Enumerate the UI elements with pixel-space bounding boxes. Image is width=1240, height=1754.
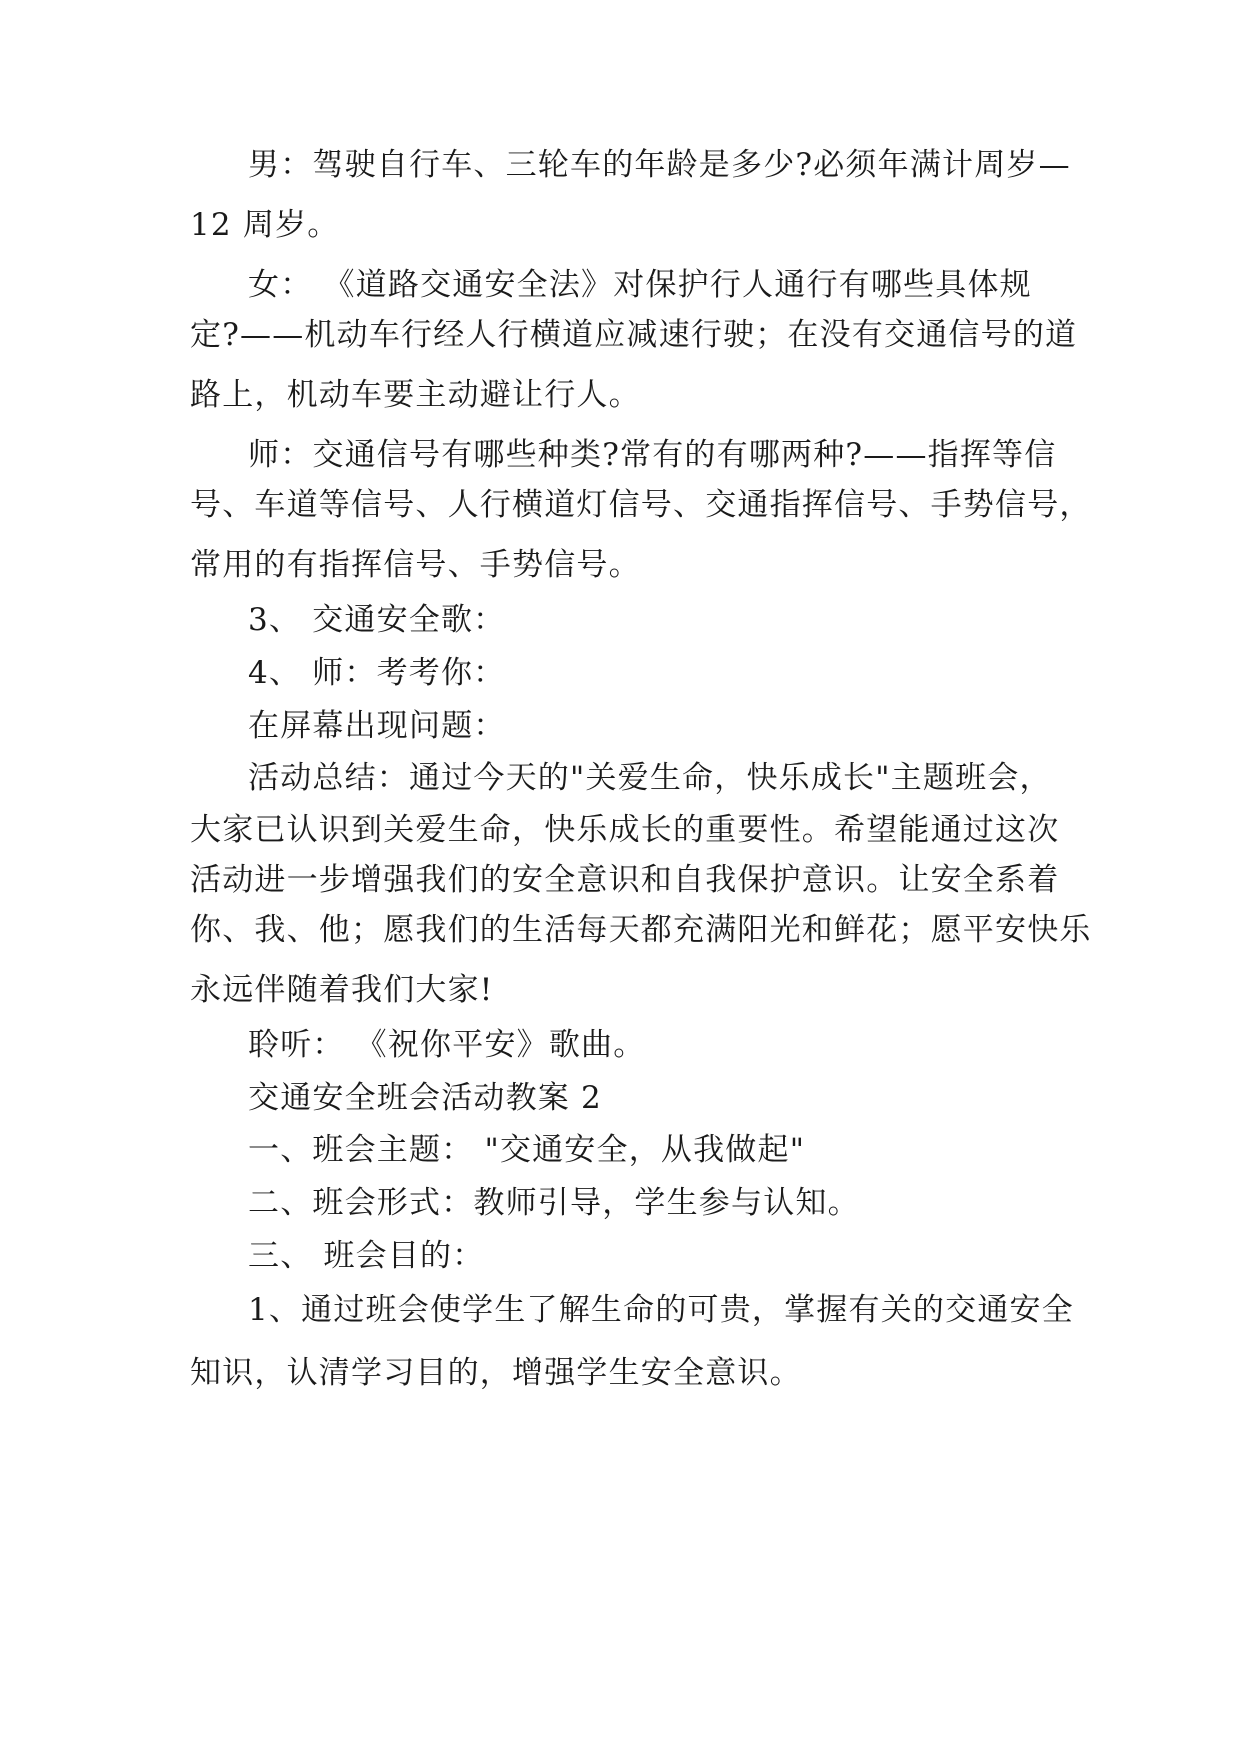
text-line: 1、通过班会使学生了解生命的可贵，掌握有关的交通安全 <box>248 1292 1074 1328</box>
text-line: 12 周岁。 <box>190 207 340 243</box>
text-line: 在屏幕出现问题： <box>248 708 506 744</box>
text-line: 路上，机动车要主动避让行人。 <box>190 377 641 413</box>
text-line: 活动进一步增强我们的安全意识和自我保护意识。让安全系着 <box>190 862 1060 898</box>
text-line: 一、班会主题： "交通安全，从我做起" <box>248 1132 806 1168</box>
text-line: 大家已认识到关爱生命，快乐成长的重要性。希望能通过这次 <box>190 812 1060 848</box>
text-line: 你、我、他；愿我们的生活每天都充满阳光和鲜花；愿平安快乐 <box>190 912 1092 948</box>
text-line: 永远伴随着我们大家! <box>190 972 494 1008</box>
text-line: 定?——机动车行经人行横道应减速行驶；在没有交通信号的道 <box>190 317 1078 353</box>
text-line: 知识，认清学习目的，增强学生安全意识。 <box>190 1355 802 1391</box>
text-line: 聆听： 《祝你平安》歌曲。 <box>248 1027 646 1063</box>
text-line: 活动总结：通过今天的"关爱生命，快乐成长"主题班会， <box>248 760 1052 796</box>
text-line: 4、 师：考考你： <box>248 655 506 691</box>
text-line: 女： 《道路交通安全法》对保护行人通行有哪些具体规 <box>248 267 1032 303</box>
text-line: 师：交通信号有哪些种类?常有的有哪两种?——指挥等信 <box>248 437 1057 473</box>
text-line: 男：驾驶自行车、三轮车的年龄是多少?必须年满计周岁— <box>248 147 1071 183</box>
text-line: 交通安全班会活动教案 2 <box>248 1080 602 1116</box>
text-line: 号、车道等信号、人行横道灯信号、交通指挥信号、手势信号， <box>190 487 1092 523</box>
text-line: 常用的有指挥信号、手势信号。 <box>190 547 641 583</box>
text-line: 二、班会形式：教师引导，学生参与认知。 <box>248 1185 860 1221</box>
text-line: 三、 班会目的： <box>248 1238 485 1274</box>
text-line: 3、 交通安全歌： <box>248 602 506 638</box>
